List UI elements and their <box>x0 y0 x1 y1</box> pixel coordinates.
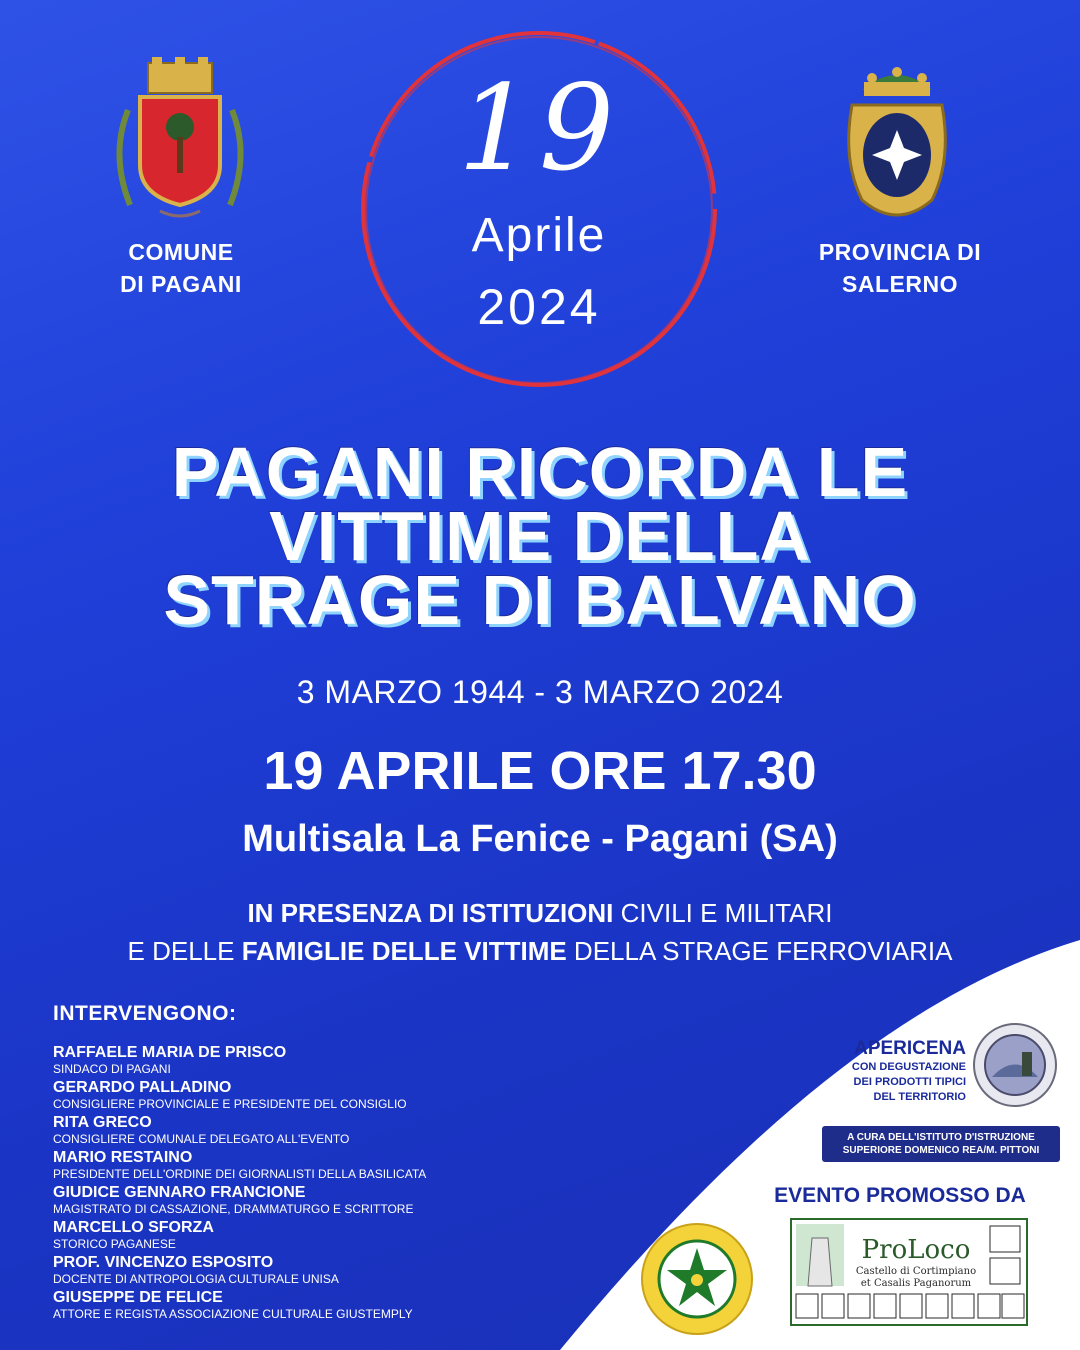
school-logo <box>972 1022 1058 1108</box>
presence-pre-2: E DELLE <box>127 936 242 966</box>
banner-line2: SUPERIORE DOMENICO REA/M. PITTONI <box>842 1145 1040 1156</box>
headline-line1: PAGANI RICORDA LE <box>171 433 909 511</box>
apericena-title: APERICENA <box>854 1038 966 1059</box>
speaker-role: STORICO PAGANESE <box>53 1237 176 1251</box>
speaker-name: MARCELLO SFORZA <box>53 1219 214 1236</box>
speaker-name: RAFFAELE MARIA DE PRISCO <box>53 1044 287 1061</box>
speaker-item <box>53 1254 573 1287</box>
date-month: Aprile <box>471 209 607 262</box>
speaker-item <box>53 1079 573 1112</box>
speaker-role: MAGISTRATO DI CASSAZIONE, DRAMMATURGO E SCRITTORE <box>53 1202 414 1216</box>
speaker-name: RITA GRECO <box>53 1114 152 1131</box>
comune-label-line1: COMUNE <box>128 239 234 265</box>
speakers-title: INTERVENGONO: <box>53 1002 237 1025</box>
speaker-role: PRESIDENTE DELL'ORDINE DEI GIORNALISTI DELLA BASILICATA <box>53 1167 427 1181</box>
headline-line2: VITTIME DELLA <box>269 497 811 575</box>
speaker-item <box>53 1114 573 1147</box>
speaker-role: ATTORE E REGISTA ASSOCIAZIONE CULTURALE GIUSTEMPLY <box>53 1307 413 1321</box>
date-day: 19 <box>457 59 621 197</box>
presence-bold-2: FAMIGLIE DELLE VITTIME <box>241 936 567 966</box>
speaker-role: CONSIGLIERE PROVINCIALE E PRESIDENTE DEL CONSIGLIO <box>53 1097 407 1111</box>
speaker-item <box>53 1289 573 1322</box>
presence-rest-1: CIVILI E MILITARI <box>613 898 833 928</box>
apericena-sub3: DEL TERRITORIO <box>873 1091 966 1103</box>
proloco-sub1: Castello di Cortimpiano <box>855 1266 977 1277</box>
event-time: 19 APRILE ORE 17.30 <box>263 741 817 801</box>
presence-line2 <box>0 932 1080 970</box>
proloco-logo <box>790 1218 1028 1326</box>
apericena-sub1: CON DEGUSTAZIONE <box>851 1061 966 1073</box>
provincia-label-line2: SALERNO <box>842 271 958 297</box>
federation-logo <box>640 1222 755 1337</box>
school-banner <box>822 1126 1060 1162</box>
presence-line1 <box>0 894 1080 932</box>
presence-rest-2: DELLA STRAGE FERROVIARIA <box>566 936 953 966</box>
speaker-role: SINDACO DI PAGANI <box>53 1062 171 1076</box>
event-venue: Multisala La Fenice - Pagani (SA) <box>242 818 838 860</box>
promoted-by-title: EVENTO PROMOSSO DA <box>774 1184 1026 1207</box>
provincia-label <box>800 236 1000 300</box>
comune-label <box>90 236 272 300</box>
speakers-list <box>53 1002 573 1324</box>
provincia-label-line1: PROVINCIA DI <box>818 239 982 265</box>
presence-bold-1: IN PRESENZA DI ISTITUZIONI <box>247 898 614 928</box>
speaker-item <box>53 1184 573 1217</box>
speaker-role: DOCENTE DI ANTROPOLOGIA CULTURALE UNISA <box>53 1272 339 1286</box>
speaker-name: PROF. VINCENZO ESPOSITO <box>53 1254 274 1271</box>
speaker-name: MARIO RESTAINO <box>53 1149 193 1166</box>
speaker-name: GIUDICE GENNARO FRANCIONE <box>53 1184 306 1201</box>
speaker-item <box>53 1149 573 1182</box>
anniversary-dates: 3 MARZO 1944 - 3 MARZO 2024 <box>296 674 784 710</box>
apericena-block <box>806 1038 966 1105</box>
speaker-item <box>53 1044 573 1077</box>
speaker-name: GERARDO PALLADINO <box>53 1079 232 1096</box>
main-headline <box>60 433 1020 639</box>
comune-label-line2: DI PAGANI <box>120 271 242 297</box>
proloco-name: ProLoco <box>861 1235 971 1265</box>
speaker-item <box>53 1219 573 1252</box>
proloco-sub2: et Casalis Paganorum <box>860 1278 972 1289</box>
apericena-sub2: DEI PRODOTTI TIPICI <box>853 1076 966 1088</box>
presence-text <box>0 894 1080 970</box>
speaker-role: CONSIGLIERE COMUNALE DELEGATO ALL'EVENTO <box>53 1132 350 1146</box>
comune-pagani-crest <box>110 55 250 225</box>
headline-line3: STRAGE DI BALVANO <box>163 561 917 639</box>
date-year: 2024 <box>477 279 601 335</box>
banner-line1: A CURA DELL'ISTITUTO D'ISTRUZIONE <box>847 1132 1035 1143</box>
provincia-salerno-crest <box>822 60 972 230</box>
speaker-name: GIUSEPPE DE FELICE <box>53 1289 223 1306</box>
